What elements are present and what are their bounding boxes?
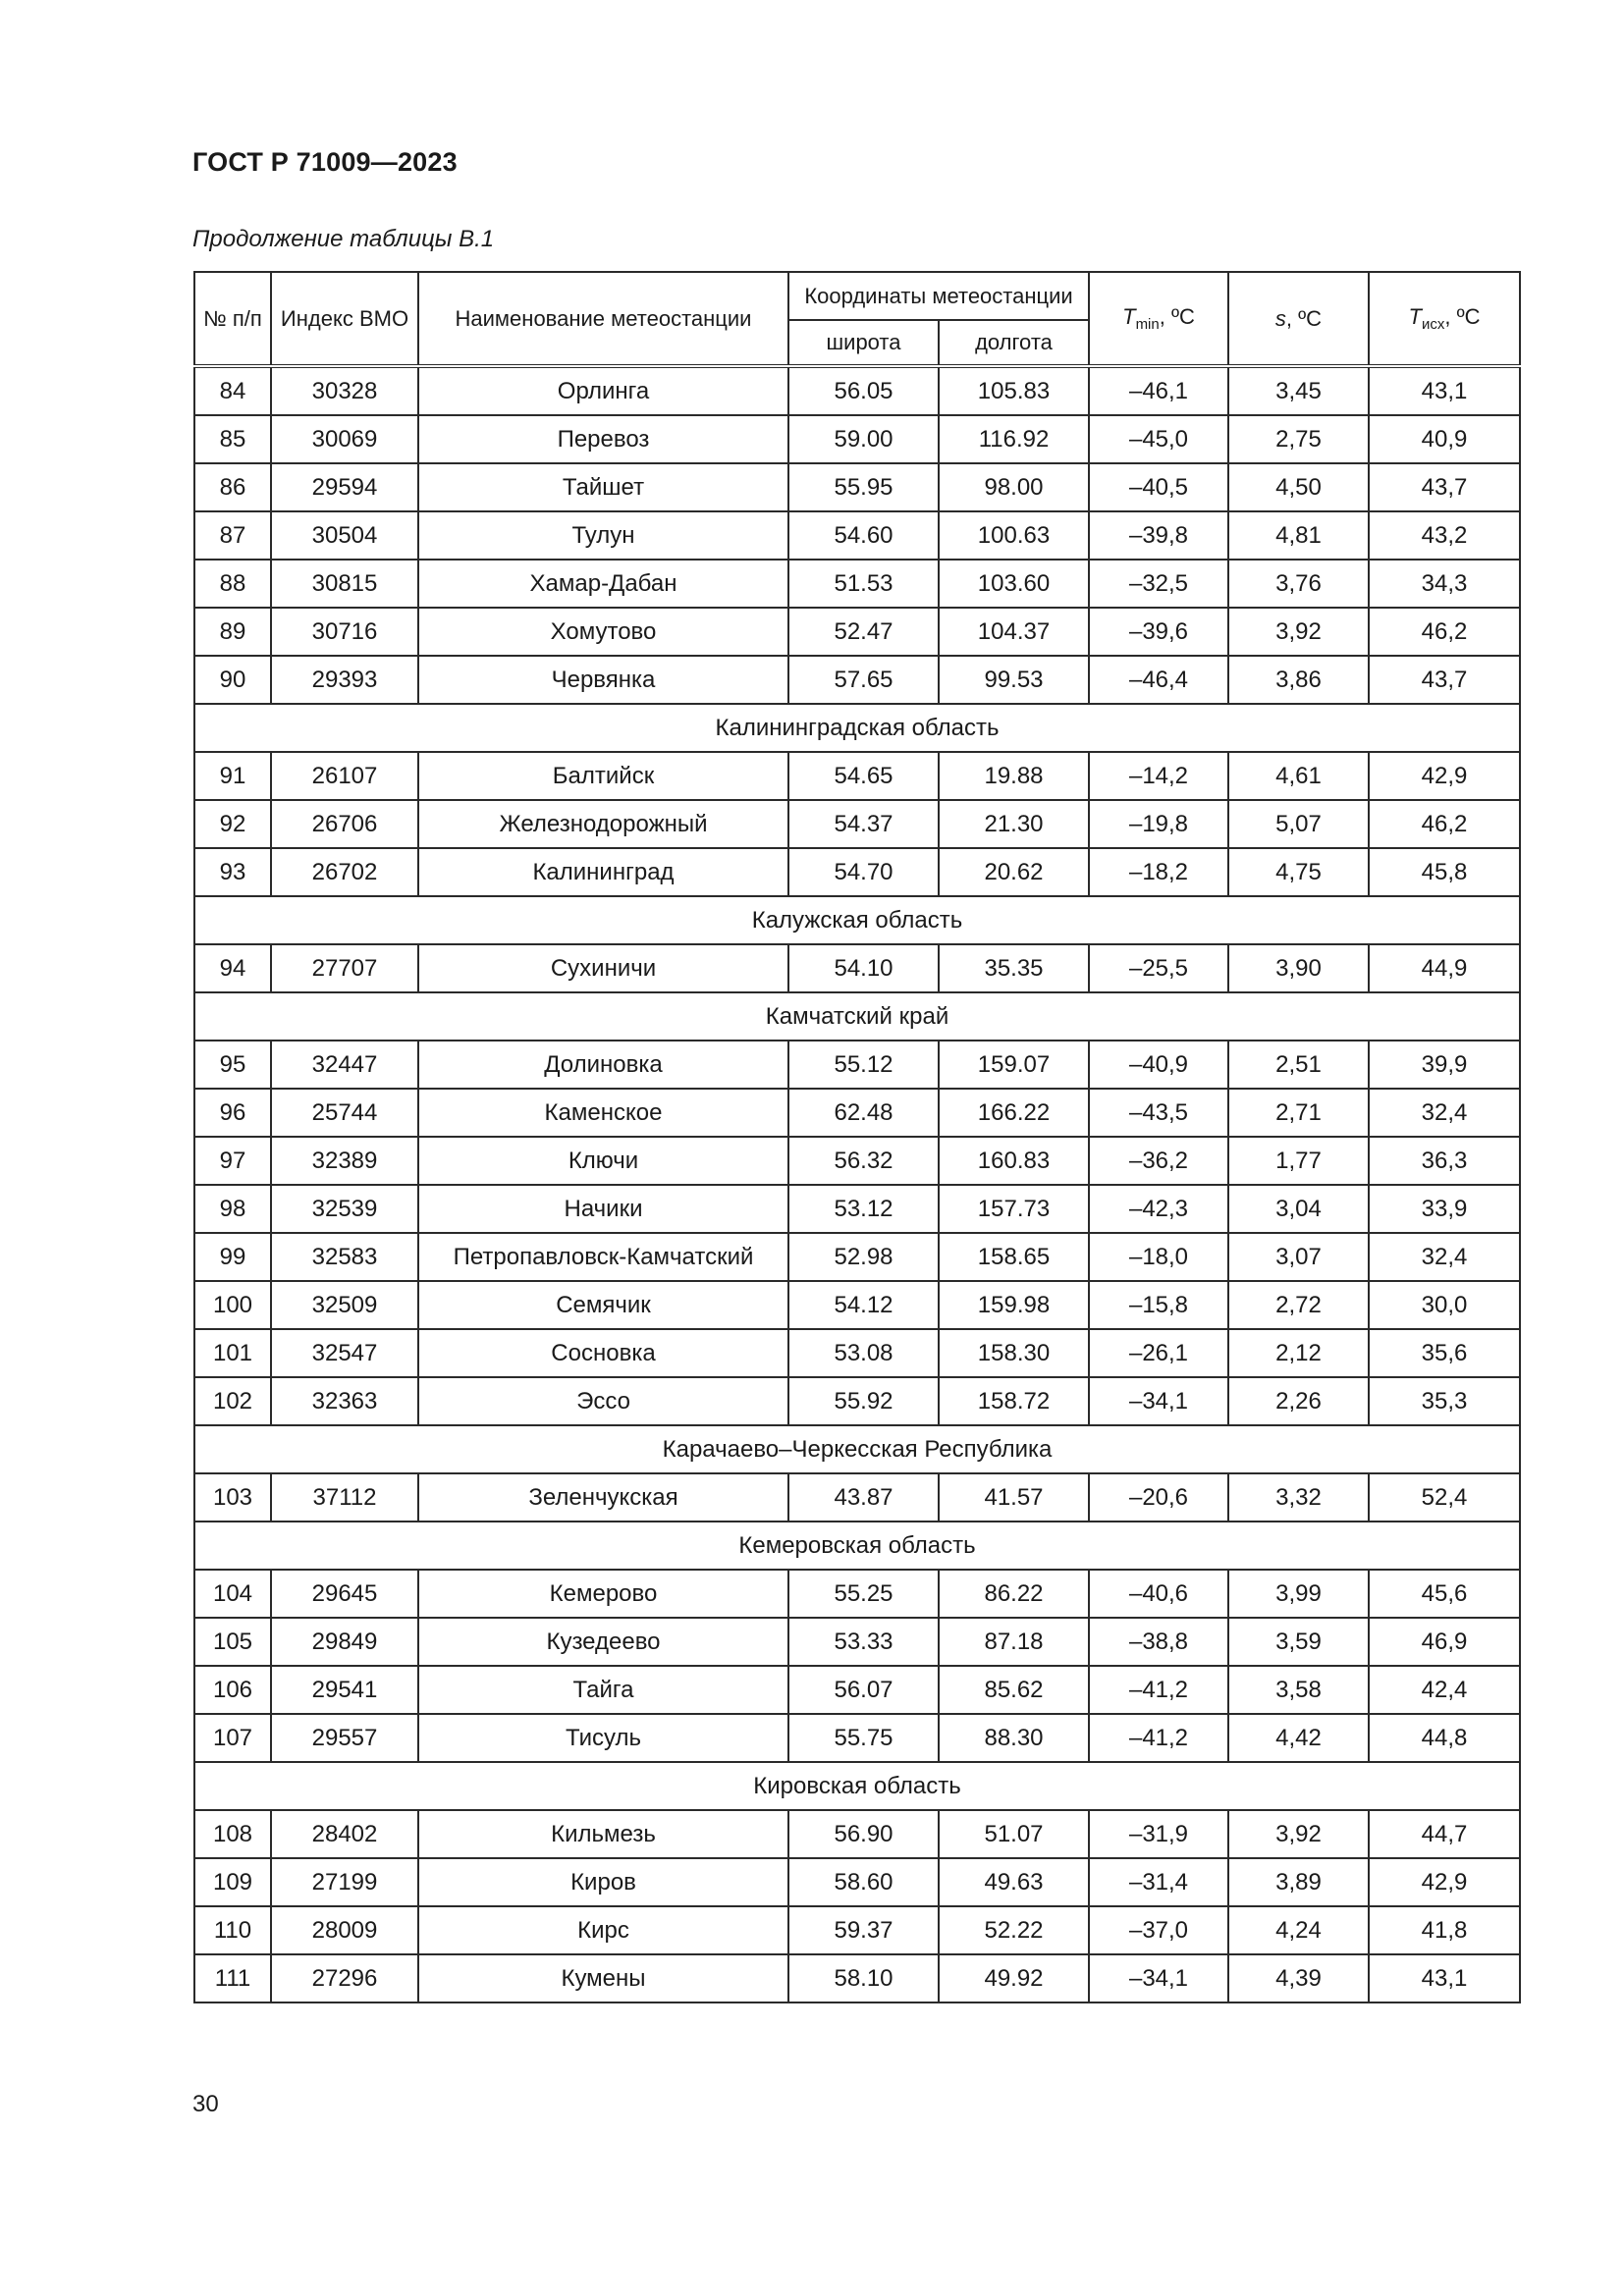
tmin-value: –37,0 [1089, 1906, 1228, 1954]
latitude: 56.32 [788, 1137, 939, 1185]
longitude: 159.98 [939, 1281, 1089, 1329]
s-value: 4,75 [1228, 848, 1369, 896]
table-row [194, 752, 1520, 800]
wmo-index: 28402 [271, 1810, 418, 1858]
tmin-value: –42,3 [1089, 1185, 1228, 1233]
table-row [194, 1089, 1520, 1137]
tmin-value: –15,8 [1089, 1281, 1228, 1329]
region-name: Кемеровская область [194, 1522, 1520, 1570]
tmin-value: –43,5 [1089, 1089, 1228, 1137]
wmo-index: 32363 [271, 1377, 418, 1425]
row-number: 106 [194, 1666, 271, 1714]
row-number: 111 [194, 1954, 271, 2002]
tmin-value: –40,6 [1089, 1570, 1228, 1618]
longitude: 85.62 [939, 1666, 1089, 1714]
wmo-index: 29541 [271, 1666, 418, 1714]
latitude: 59.00 [788, 415, 939, 463]
latitude: 52.98 [788, 1233, 939, 1281]
longitude: 158.72 [939, 1377, 1089, 1425]
row-number: 91 [194, 752, 271, 800]
station-name: Кильмезь [418, 1810, 788, 1858]
station-name: Тайшет [418, 463, 788, 511]
tisx-value: 42,4 [1369, 1666, 1520, 1714]
table-row [194, 415, 1520, 463]
s-value: 1,77 [1228, 1137, 1369, 1185]
row-number: 99 [194, 1233, 271, 1281]
station-name: Зеленчукская [418, 1473, 788, 1522]
wmo-index: 27199 [271, 1858, 418, 1906]
s-value: 3,92 [1228, 608, 1369, 656]
station-name: Эссо [418, 1377, 788, 1425]
longitude: 51.07 [939, 1810, 1089, 1858]
s-value: 3,86 [1228, 656, 1369, 704]
table-row [194, 1329, 1520, 1377]
wmo-index: 26702 [271, 848, 418, 896]
row-number: 107 [194, 1714, 271, 1762]
row-number: 85 [194, 415, 271, 463]
tmin-value: –34,1 [1089, 1954, 1228, 2002]
longitude: 103.60 [939, 560, 1089, 608]
tisx-value: 39,9 [1369, 1041, 1520, 1089]
table-row [194, 1137, 1520, 1185]
latitude: 53.08 [788, 1329, 939, 1377]
longitude: 157.73 [939, 1185, 1089, 1233]
latitude: 55.75 [788, 1714, 939, 1762]
region-name: Камчатский край [194, 992, 1520, 1041]
table-row [194, 848, 1520, 896]
s-value: 3,76 [1228, 560, 1369, 608]
tisx-value: 44,8 [1369, 1714, 1520, 1762]
wmo-index: 25744 [271, 1089, 418, 1137]
row-number: 88 [194, 560, 271, 608]
station-name: Петропавловск-Камчатский [418, 1233, 788, 1281]
tisx-value: 32,4 [1369, 1089, 1520, 1137]
longitude: 158.30 [939, 1329, 1089, 1377]
s-value: 2,72 [1228, 1281, 1369, 1329]
station-name: Железнодорожный [418, 800, 788, 848]
tmin-value: –20,6 [1089, 1473, 1228, 1522]
tmin-value: –31,9 [1089, 1810, 1228, 1858]
latitude: 53.33 [788, 1618, 939, 1666]
tisx-value: 46,2 [1369, 800, 1520, 848]
latitude: 56.90 [788, 1810, 939, 1858]
s-value: 4,24 [1228, 1906, 1369, 1954]
table-body [194, 366, 1520, 2002]
station-name: Кумены [418, 1954, 788, 2002]
tisx-value: 33,9 [1369, 1185, 1520, 1233]
tmin-value: –19,8 [1089, 800, 1228, 848]
tisx-value: 43,1 [1369, 366, 1520, 415]
tmin-value: –25,5 [1089, 944, 1228, 992]
latitude: 58.10 [788, 1954, 939, 2002]
s-value: 4,50 [1228, 463, 1369, 511]
region-group-row [194, 896, 1520, 944]
header-station-name: Наименование метеостанции [418, 272, 788, 366]
latitude: 55.25 [788, 1570, 939, 1618]
tmin-value: –40,9 [1089, 1041, 1228, 1089]
station-name: Хамар-Дабан [418, 560, 788, 608]
table-row [194, 1618, 1520, 1666]
row-number: 103 [194, 1473, 271, 1522]
tmin-value: –46,1 [1089, 366, 1228, 415]
longitude: 98.00 [939, 463, 1089, 511]
row-number: 97 [194, 1137, 271, 1185]
table-row [194, 1666, 1520, 1714]
wmo-index: 30815 [271, 560, 418, 608]
tmin-value: –41,2 [1089, 1714, 1228, 1762]
tisx-value: 43,2 [1369, 511, 1520, 560]
latitude: 54.12 [788, 1281, 939, 1329]
station-name: Ключи [418, 1137, 788, 1185]
longitude: 99.53 [939, 656, 1089, 704]
table-row [194, 1906, 1520, 1954]
station-name: Орлинга [418, 366, 788, 415]
longitude: 100.63 [939, 511, 1089, 560]
station-name: Сухиничи [418, 944, 788, 992]
row-number: 105 [194, 1618, 271, 1666]
station-name: Семячик [418, 1281, 788, 1329]
tisx-value: 42,9 [1369, 752, 1520, 800]
wmo-index: 32583 [271, 1233, 418, 1281]
longitude: 104.37 [939, 608, 1089, 656]
longitude: 49.92 [939, 1954, 1089, 2002]
station-name: Киров [418, 1858, 788, 1906]
tmin-value: –39,6 [1089, 608, 1228, 656]
longitude: 105.83 [939, 366, 1089, 415]
stations-table [193, 271, 1521, 2003]
wmo-index: 29849 [271, 1618, 418, 1666]
table-row [194, 1954, 1520, 2002]
s-value: 3,89 [1228, 1858, 1369, 1906]
tisx-value: 30,0 [1369, 1281, 1520, 1329]
row-number: 94 [194, 944, 271, 992]
table-row [194, 1233, 1520, 1281]
table-row [194, 1041, 1520, 1089]
tisx-value: 43,1 [1369, 1954, 1520, 2002]
longitude: 41.57 [939, 1473, 1089, 1522]
wmo-index: 29393 [271, 656, 418, 704]
longitude: 21.30 [939, 800, 1089, 848]
header-latitude: широта [788, 320, 939, 366]
tmin-value: –26,1 [1089, 1329, 1228, 1377]
s-value: 4,81 [1228, 511, 1369, 560]
s-value: 3,32 [1228, 1473, 1369, 1522]
longitude: 19.88 [939, 752, 1089, 800]
wmo-index: 37112 [271, 1473, 418, 1522]
latitude: 58.60 [788, 1858, 939, 1906]
table-row [194, 463, 1520, 511]
region-name: Кировская область [194, 1762, 1520, 1810]
latitude: 54.60 [788, 511, 939, 560]
row-number: 108 [194, 1810, 271, 1858]
region-group-row [194, 704, 1520, 752]
header-wmo-index: Индекс ВМО [271, 272, 418, 366]
table-row [194, 1570, 1520, 1618]
tisx-value: 42,9 [1369, 1858, 1520, 1906]
s-value: 2,12 [1228, 1329, 1369, 1377]
header-tmin: $T_{min}$, ºС [1089, 272, 1228, 366]
latitude: 55.92 [788, 1377, 939, 1425]
row-number: 101 [194, 1329, 271, 1377]
s-value: 4,61 [1228, 752, 1369, 800]
table-row [194, 560, 1520, 608]
tmin-value: –46,4 [1089, 656, 1228, 704]
row-number: 100 [194, 1281, 271, 1329]
latitude: 62.48 [788, 1089, 939, 1137]
latitude: 57.65 [788, 656, 939, 704]
table-row [194, 1858, 1520, 1906]
row-number: 98 [194, 1185, 271, 1233]
row-number: 90 [194, 656, 271, 704]
table-row [194, 656, 1520, 704]
tmin-value: –34,1 [1089, 1377, 1228, 1425]
station-name: Сосновка [418, 1329, 788, 1377]
s-value: 3,58 [1228, 1666, 1369, 1714]
tisx-value: 36,3 [1369, 1137, 1520, 1185]
s-value: 3,90 [1228, 944, 1369, 992]
row-number: 110 [194, 1906, 271, 1954]
s-value: 4,42 [1228, 1714, 1369, 1762]
wmo-index: 29557 [271, 1714, 418, 1762]
tmin-value: –40,5 [1089, 463, 1228, 511]
row-number: 109 [194, 1858, 271, 1906]
s-value: 2,75 [1228, 415, 1369, 463]
row-number: 93 [194, 848, 271, 896]
header-s: s, ºС [1228, 272, 1369, 366]
latitude: 55.12 [788, 1041, 939, 1089]
header-coordinates: Координаты метеостанции [788, 272, 1089, 320]
longitude: 20.62 [939, 848, 1089, 896]
wmo-index: 30328 [271, 366, 418, 415]
tmin-value: –45,0 [1089, 415, 1228, 463]
region-group-row [194, 1522, 1520, 1570]
tmin-value: –41,2 [1089, 1666, 1228, 1714]
s-value: 3,59 [1228, 1618, 1369, 1666]
latitude: 56.07 [788, 1666, 939, 1714]
tisx-value: 32,4 [1369, 1233, 1520, 1281]
latitude: 52.47 [788, 608, 939, 656]
wmo-index: 32389 [271, 1137, 418, 1185]
table-row [194, 511, 1520, 560]
table-row [194, 366, 1520, 415]
longitude: 35.35 [939, 944, 1089, 992]
row-number: 89 [194, 608, 271, 656]
latitude: 59.37 [788, 1906, 939, 1954]
longitude: 166.22 [939, 1089, 1089, 1137]
wmo-index: 32547 [271, 1329, 418, 1377]
longitude: 160.83 [939, 1137, 1089, 1185]
wmo-index: 30069 [271, 415, 418, 463]
table-row [194, 944, 1520, 992]
wmo-index: 29594 [271, 463, 418, 511]
tisx-value: 46,9 [1369, 1618, 1520, 1666]
document-title: ГОСТ Р 71009—2023 [192, 147, 458, 177]
wmo-index: 26706 [271, 800, 418, 848]
tmin-value: –31,4 [1089, 1858, 1228, 1906]
row-number: 96 [194, 1089, 271, 1137]
tmin-value: –18,2 [1089, 848, 1228, 896]
page-number: 30 [192, 2091, 219, 2117]
longitude: 86.22 [939, 1570, 1089, 1618]
latitude: 54.10 [788, 944, 939, 992]
latitude: 43.87 [788, 1473, 939, 1522]
tisx-value: 43,7 [1369, 656, 1520, 704]
longitude: 49.63 [939, 1858, 1089, 1906]
header-tisx: $T_{исх}$, ºС [1369, 272, 1520, 366]
region-group-row [194, 1425, 1520, 1473]
s-value: 3,04 [1228, 1185, 1369, 1233]
latitude: 54.70 [788, 848, 939, 896]
tmin-value: –39,8 [1089, 511, 1228, 560]
row-number: 87 [194, 511, 271, 560]
tisx-value: 35,3 [1369, 1377, 1520, 1425]
wmo-index: 26107 [271, 752, 418, 800]
latitude: 54.37 [788, 800, 939, 848]
station-name: Балтийск [418, 752, 788, 800]
tisx-value: 35,6 [1369, 1329, 1520, 1377]
region-group-row [194, 1762, 1520, 1810]
table-row [194, 1473, 1520, 1522]
wmo-index: 30716 [271, 608, 418, 656]
table-row [194, 1714, 1520, 1762]
wmo-index: 27296 [271, 1954, 418, 2002]
station-name: Начики [418, 1185, 788, 1233]
latitude: 56.05 [788, 366, 939, 415]
latitude: 55.95 [788, 463, 939, 511]
longitude: 116.92 [939, 415, 1089, 463]
wmo-index: 32447 [271, 1041, 418, 1089]
tmin-value: –14,2 [1089, 752, 1228, 800]
row-number: 95 [194, 1041, 271, 1089]
wmo-index: 29645 [271, 1570, 418, 1618]
s-value: 2,71 [1228, 1089, 1369, 1137]
station-name: Тулун [418, 511, 788, 560]
tmin-value: –38,8 [1089, 1618, 1228, 1666]
table-row [194, 800, 1520, 848]
table-row [194, 1810, 1520, 1858]
tisx-value: 45,6 [1369, 1570, 1520, 1618]
header-longitude: долгота [939, 320, 1089, 366]
row-number: 86 [194, 463, 271, 511]
tisx-value: 52,4 [1369, 1473, 1520, 1522]
table-row [194, 1377, 1520, 1425]
station-name: Кемерово [418, 1570, 788, 1618]
tmin-value: –18,0 [1089, 1233, 1228, 1281]
longitude: 159.07 [939, 1041, 1089, 1089]
tisx-value: 44,7 [1369, 1810, 1520, 1858]
s-value: 4,39 [1228, 1954, 1369, 2002]
row-number: 102 [194, 1377, 271, 1425]
longitude: 158.65 [939, 1233, 1089, 1281]
s-value: 2,51 [1228, 1041, 1369, 1089]
wmo-index: 27707 [271, 944, 418, 992]
tisx-value: 40,9 [1369, 415, 1520, 463]
region-name: Карачаево–Черкесская Республика [194, 1425, 1520, 1473]
table-row [194, 1185, 1520, 1233]
station-name: Червянка [418, 656, 788, 704]
region-group-row [194, 992, 1520, 1041]
station-name: Каменское [418, 1089, 788, 1137]
table-row [194, 608, 1520, 656]
longitude: 52.22 [939, 1906, 1089, 1954]
table-row [194, 1281, 1520, 1329]
wmo-index: 32509 [271, 1281, 418, 1329]
row-number: 92 [194, 800, 271, 848]
header-num: № п/п [194, 272, 271, 366]
tisx-value: 44,9 [1369, 944, 1520, 992]
latitude: 51.53 [788, 560, 939, 608]
wmo-index: 28009 [271, 1906, 418, 1954]
station-name: Кузедеево [418, 1618, 788, 1666]
s-value: 2,26 [1228, 1377, 1369, 1425]
s-value: 3,45 [1228, 366, 1369, 415]
region-name: Калининградская область [194, 704, 1520, 752]
tisx-value: 46,2 [1369, 608, 1520, 656]
tisx-value: 41,8 [1369, 1906, 1520, 1954]
s-value: 3,07 [1228, 1233, 1369, 1281]
latitude: 54.65 [788, 752, 939, 800]
station-name: Кирс [418, 1906, 788, 1954]
longitude: 87.18 [939, 1618, 1089, 1666]
station-name: Калининград [418, 848, 788, 896]
station-name: Тайга [418, 1666, 788, 1714]
station-name: Перевоз [418, 415, 788, 463]
s-value: 3,92 [1228, 1810, 1369, 1858]
table-caption: Продолжение таблицы В.1 [192, 226, 495, 252]
s-value: 3,99 [1228, 1570, 1369, 1618]
row-number: 104 [194, 1570, 271, 1618]
wmo-index: 30504 [271, 511, 418, 560]
tmin-value: –36,2 [1089, 1137, 1228, 1185]
tisx-value: 45,8 [1369, 848, 1520, 896]
latitude: 53.12 [788, 1185, 939, 1233]
wmo-index: 32539 [271, 1185, 418, 1233]
region-name: Калужская область [194, 896, 1520, 944]
tisx-value: 34,3 [1369, 560, 1520, 608]
station-name: Хомутово [418, 608, 788, 656]
longitude: 88.30 [939, 1714, 1089, 1762]
station-name: Тисуль [418, 1714, 788, 1762]
row-number: 84 [194, 366, 271, 415]
tmin-value: –32,5 [1089, 560, 1228, 608]
tisx-value: 43,7 [1369, 463, 1520, 511]
s-value: 5,07 [1228, 800, 1369, 848]
station-name: Долиновка [418, 1041, 788, 1089]
